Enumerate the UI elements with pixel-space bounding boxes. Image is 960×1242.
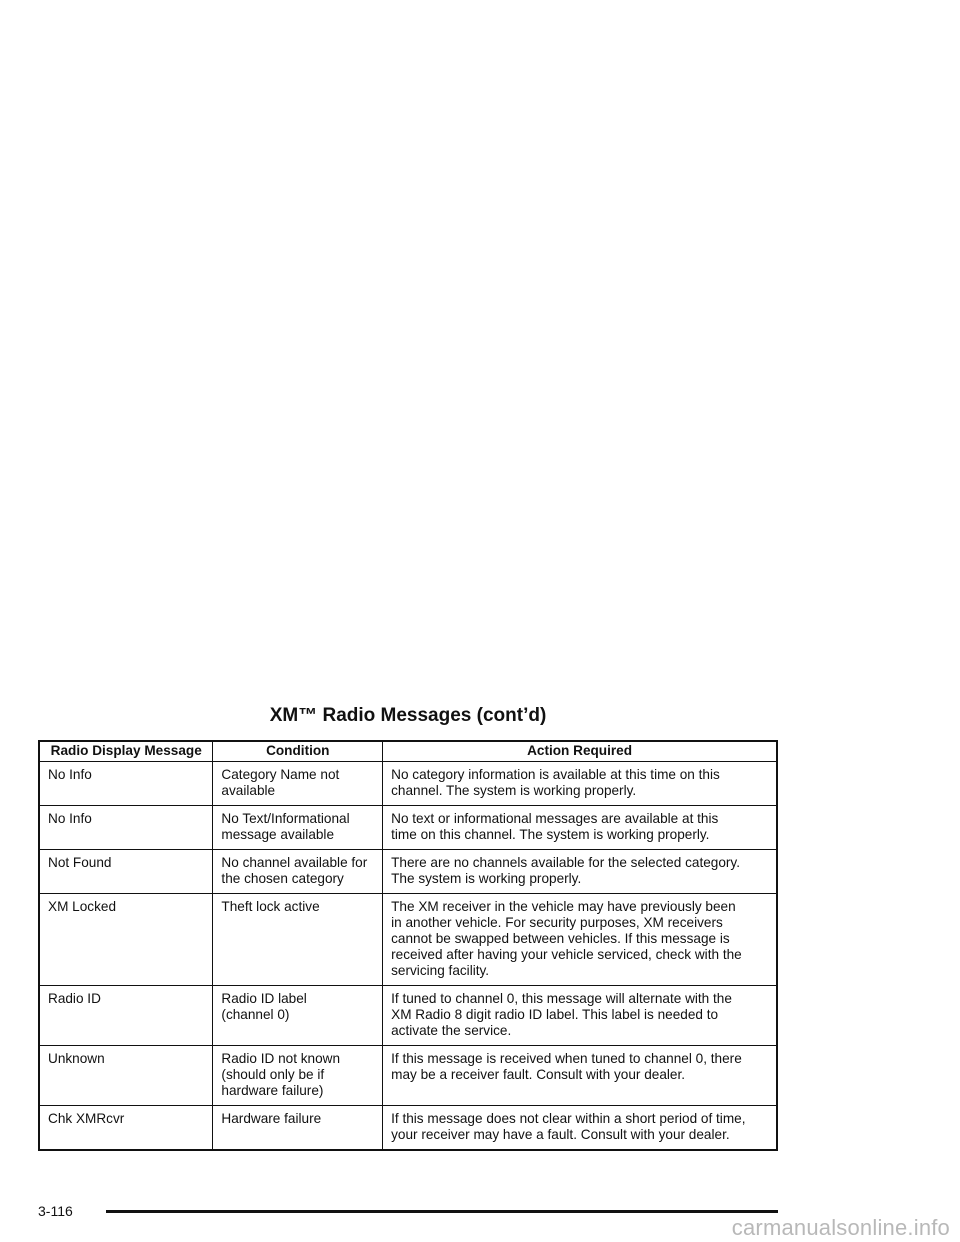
action-cell [383,1046,777,1106]
message-text: Not Found [48,855,112,870]
condition-cell [213,806,383,850]
condition-text: Radio ID label (channel 0) [221,991,307,1022]
action-cell [383,806,777,850]
message-text: XM Locked [48,899,117,914]
action-cell [383,1106,777,1151]
action-cell [383,894,777,986]
condition-text: No Text/Informational message available [221,811,350,842]
condition-cell [213,762,383,806]
message-cell [39,850,213,894]
message-cell [39,986,213,1046]
table-row [39,1106,777,1151]
condition-cell [213,986,383,1046]
message-cell [39,806,213,850]
message-text: Radio ID [48,991,101,1006]
action-cell [383,986,777,1046]
action-text: There are no channels available for the selected category. The system is working properly. [391,855,740,886]
condition-text: No channel available for the chosen category [221,855,368,886]
table-row [39,894,777,986]
message-text: No Info [48,811,92,826]
action-text: If this message does not clear within a short period of time, your receiver may have a fault. Consult with your dealer. [391,1111,746,1142]
header-radio-display-message: Radio Display Message [39,741,213,762]
message-cell [39,1106,213,1151]
action-text: If tuned to channel 0, this message will alternate with the XM Radio 8 digit radio ID label. This label is needed to activate the service. [391,991,732,1038]
condition-cell [213,1046,383,1106]
table-row [39,806,777,850]
table-row [39,986,777,1046]
table-title: XM™ Radio Messages (cont’d) [269,705,547,726]
message-text: Unknown [48,1051,105,1066]
xm-radio-messages-table [38,740,778,1151]
condition-text: Category Name not available [221,767,340,798]
page-number: 3-116 [38,1203,73,1219]
header-condition: Condition [213,741,383,762]
message-text: Chk XMRcvr [48,1111,125,1126]
action-cell [383,850,777,894]
action-text: The XM receiver in the vehicle may have previously been in another vehicle. For security purposes, XM receivers cannot be swapped between vehicles. If this message is received after having your vehicle serviced, check with the servicing facility. [391,899,742,978]
action-text: If this message is received when tuned to channel 0, there may be a receiver fault. Consult with your dealer. [391,1051,742,1082]
condition-text: Hardware failure [221,1111,322,1126]
watermark: carmanualsonline.info [731,1215,950,1240]
message-cell [39,1046,213,1106]
table-header-row [39,741,777,762]
condition-cell [213,894,383,986]
table-row [39,850,777,894]
action-text: No category information is available at this time on this channel. The system is working properly. [391,767,720,798]
table-row [39,762,777,806]
message-cell [39,894,213,986]
header-action-required: Action Required [383,741,777,762]
action-text: No text or informational messages are available at this time on this channel. The system is working properly. [391,811,719,842]
message-cell [39,762,213,806]
condition-cell [213,850,383,894]
condition-text: Theft lock active [221,899,320,914]
table-row [39,1046,777,1106]
footer-rule [106,1210,778,1213]
action-cell [383,762,777,806]
condition-text: Radio ID not known (should only be if hardware failure) [221,1051,341,1098]
message-text: No Info [48,767,92,782]
condition-cell [213,1106,383,1151]
